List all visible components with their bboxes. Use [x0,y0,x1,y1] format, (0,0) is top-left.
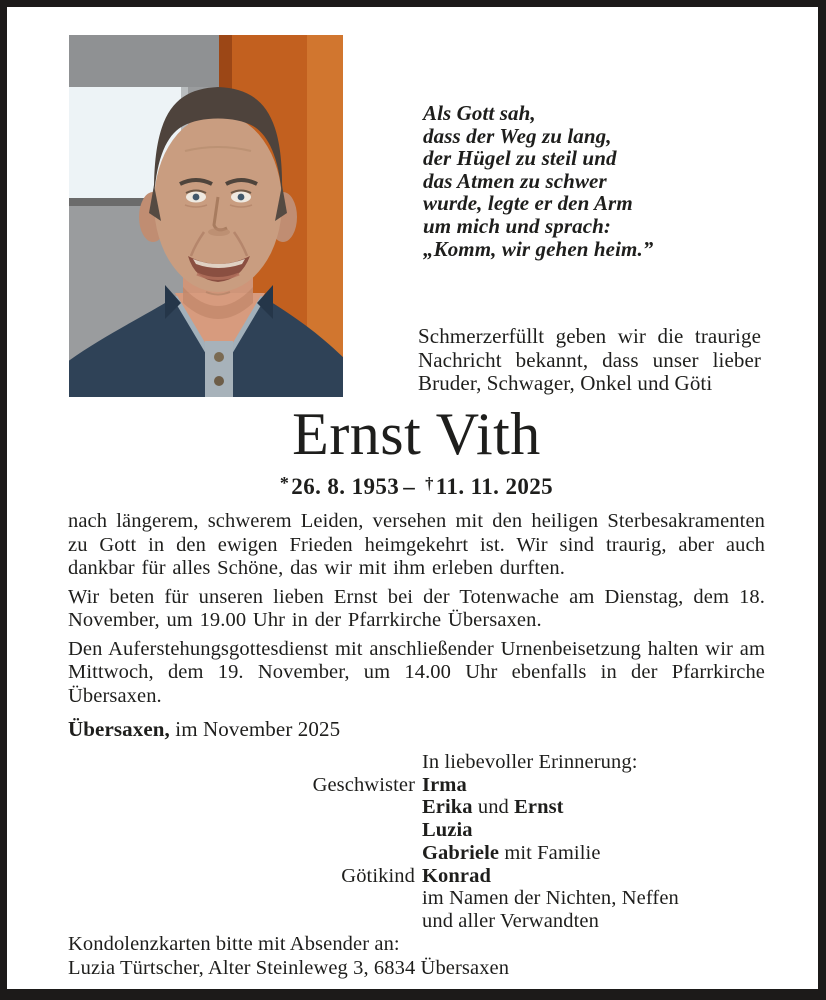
portrait-button-1 [214,352,224,362]
condolence-section [68,933,509,980]
mourners-header: In liebevoller Erinnerung: [422,751,638,773]
mourner-name: Gabriele [422,841,500,864]
mourner-text: mit Familie [499,841,601,864]
mourner-name: Luzia [422,819,473,842]
dateline-place: Übersaxen, [68,717,170,741]
mourner-name: Irma [422,773,467,796]
condolence-instruction: Kondolenzkarten bitte mit Absender an: [68,933,400,955]
mourner-row [68,796,768,819]
mourner-name: Erika [422,796,473,819]
body-paragraph-2: Wir beten für unseren lieben Ernst bei der Totenwache am Dienstag, dem 18. November, um 19.00 Uhr in der Pfarrkirche Übersaxen. [68,585,765,631]
poem-line: der Hügel zu steil und [423,146,617,171]
body-paragraph-3: Den Auferstehungsgottesdienst mit anschließender Urnenbeisetzung halten wir am Mittwoch, dem 19. November, um 14.00 Uhr ebenfalls in der Pfarrkirche Übersaxen. [68,637,765,707]
mourners-label [68,842,422,865]
portrait-pupil-left [193,194,200,201]
death-symbol: † [425,473,434,493]
mourner-row [68,819,768,842]
poem-line: um mich und sprach: [423,213,612,238]
death-date: 11. 11. 2025 [435,474,554,500]
body-paragraph-1: nach längerem, schwerem Leiden, versehen mit den heiligen Sterbesakramenten zu Gott in den ewigen Frieden heimgekehrt ist. Wir sind traurig, aber auch dankbar für alles Schöne, das wir mit ihm erleben durften. [68,510,765,579]
mourners-section [68,751,768,933]
deceased-name: Ernst Vith [292,401,541,467]
portrait-illustration [69,35,343,397]
announcement-intro: Schmerzerfüllt geben wir die traurige Nachricht bekannt, dass unser lieber Bruder, Schwager, Onkel und Göti [418,324,761,395]
mourner-text: und aller Verwandten [422,909,599,932]
portrait-pupil-right [238,194,245,201]
mourners-label [68,819,422,842]
mourner-row [68,887,768,910]
mourner-row [68,865,768,888]
mourners-header-row [68,751,768,774]
life-dates [68,473,765,500]
poem-line: Als Gott sah, [423,101,536,125]
portrait-button-2 [214,376,224,386]
poem-line: das Atmen zu schwer [423,168,607,193]
place-dateline [68,718,765,742]
condolence-address: Luzia Türtscher, Alter Steinleweg 3, 6834 Übersaxen [68,956,510,979]
mourners-label [68,910,422,933]
poem-line: wurde, legte er den Arm [423,191,633,216]
photo-wall-shadow [69,35,239,87]
birth-date: 26. 8. 1953 [291,474,400,500]
mourner-row [68,842,768,865]
announcement-body [68,510,765,742]
mourners-label [68,796,422,819]
portrait-nose-shadow [208,228,230,236]
mourner-text: im Namen der Nichten, Neffen [422,887,679,910]
portrait-photo [69,35,343,397]
mourner-text: und [472,796,515,819]
poem-line: „Komm, wir gehen heim.” [423,236,654,261]
mourners-label: Geschwister [312,773,415,796]
dates-separator: – [403,474,416,500]
mourner-names [422,774,768,797]
memorial-poem [423,102,653,260]
dateline-date: im November 2025 [169,717,341,741]
mourners-label: Götikind [341,864,415,887]
poem-line: dass der Weg zu lang, [423,123,612,148]
mourner-names [422,796,768,819]
portrait-placket [205,341,233,397]
mourner-row [68,774,768,797]
mourner-names [422,887,768,910]
mourner-name: Ernst [514,796,564,819]
mourner-name: Konrad [422,864,491,887]
mourner-names [422,865,768,888]
birth-symbol: * [279,473,290,493]
mourners-label [68,887,422,910]
mourner-names [422,910,768,933]
mourner-row [68,910,768,933]
mourner-names [422,842,768,865]
mourners-label [68,751,422,774]
mourner-names [422,819,768,842]
